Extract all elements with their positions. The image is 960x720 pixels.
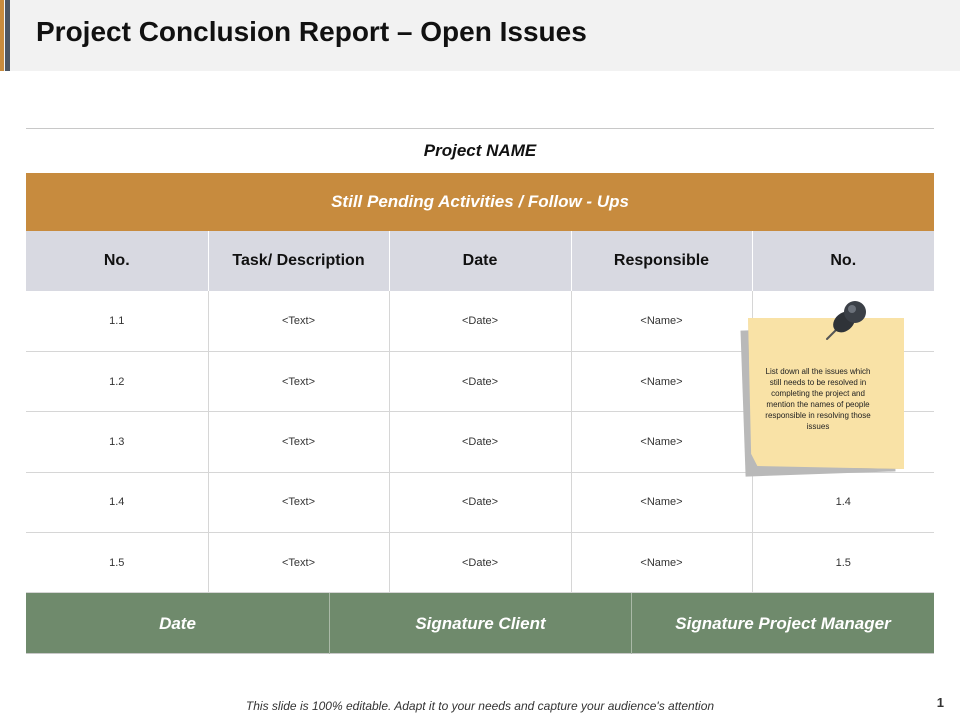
table-row: [26, 533, 934, 593]
cell-task[interactable]: <Text>: [208, 472, 389, 532]
cell-task[interactable]: <Text>: [208, 351, 389, 411]
pending-header-row: [26, 173, 934, 231]
title-accent-slate: [5, 0, 10, 71]
page-title: Project Conclusion Report – Open Issues: [36, 16, 587, 47]
cell-responsible[interactable]: <Name>: [571, 472, 752, 532]
sticky-note-text: List down all the issues which still needs to be resolved in completing the project and mention the names of people responsible in resolving those issues: [765, 367, 871, 431]
column-header-responsible: Responsible: [571, 231, 752, 291]
column-header-no-2: No.: [752, 231, 934, 291]
footer-date[interactable]: Date: [159, 613, 196, 633]
cell-no[interactable]: 1.3: [26, 412, 208, 472]
push-pin-icon: [818, 298, 874, 348]
cell-responsible[interactable]: <Name>: [571, 291, 752, 351]
pending-header: Still Pending Activities / Follow - Ups: [26, 173, 934, 231]
column-header-row: [26, 231, 934, 291]
title-accent-gold: [0, 0, 4, 71]
column-header-task: Task/ Description: [208, 231, 389, 291]
cell-date[interactable]: <Date>: [389, 472, 571, 532]
project-name: Project NAME: [26, 128, 934, 173]
column-header-no: No.: [26, 231, 208, 291]
cell-date[interactable]: <Date>: [389, 291, 571, 351]
cell-date[interactable]: <Date>: [389, 533, 571, 593]
table-row: [26, 472, 934, 532]
cell-no[interactable]: 1.5: [26, 533, 208, 593]
footer-signature-client[interactable]: Signature Client: [329, 593, 631, 654]
cell-date[interactable]: <Date>: [389, 412, 571, 472]
cell-task[interactable]: <Text>: [208, 533, 389, 593]
page-number: 1: [936, 695, 944, 710]
cell-task[interactable]: <Text>: [208, 291, 389, 351]
cell-no[interactable]: 1.1: [26, 291, 208, 351]
footer-caption: This slide is 100% editable. Adapt it to your needs and capture your audience's attention: [245, 699, 715, 713]
cell-no-2[interactable]: 1.4: [752, 472, 934, 532]
cell-responsible[interactable]: <Name>: [571, 412, 752, 472]
cell-responsible[interactable]: <Name>: [571, 533, 752, 593]
cell-responsible[interactable]: <Name>: [571, 351, 752, 411]
cell-no[interactable]: 1.4: [26, 472, 208, 532]
footer-signature-project-manager[interactable]: Signature Project Manager: [631, 593, 934, 654]
cell-no-2[interactable]: 1.5: [752, 533, 934, 593]
cell-task[interactable]: <Text>: [208, 412, 389, 472]
cell-no[interactable]: 1.2: [26, 351, 208, 411]
column-header-date: Date: [389, 231, 571, 291]
signature-row: [26, 593, 934, 654]
cell-date[interactable]: <Date>: [389, 351, 571, 411]
